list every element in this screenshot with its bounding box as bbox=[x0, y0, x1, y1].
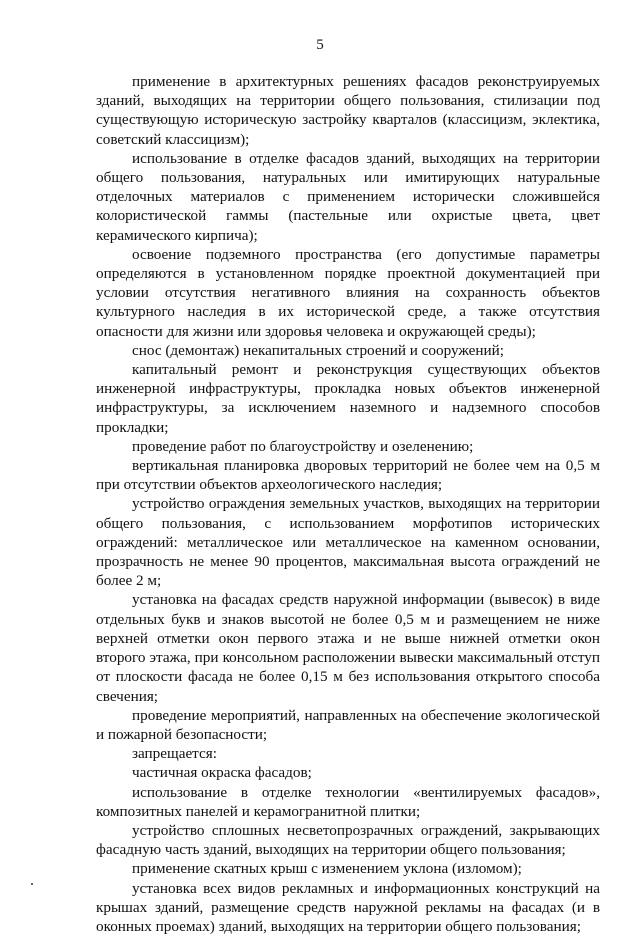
paragraph: установка на фасадах средств наружной информации (вывесок) в виде отдельных букв и знаков высотой не более 0,5 м и размещением не ниже верхней отметки окон первого этажа и не выше нижней отметки окон второго этажа, при консольном расположении вывески максимальный отступ от плоскости фасада не более 0,15 м без использования открытого способа свечения; bbox=[96, 591, 600, 705]
paragraph: снос (демонтаж) некапитальных строений и сооружений; bbox=[132, 341, 505, 359]
paragraph: устройство сплошных несветопрозрачных ограждений, закрывающих фасадную часть зданий, выходящих на территории общего пользования; bbox=[96, 821, 600, 859]
paragraph: освоение подземного пространства (его допустимые параметры определяются в установленном порядке проектной документацией при условии отсутствия негативного влияния на сохранность объектов культурного наследия в их исторической среде, а также отсутствия опасности для жизни или здоровья человека и окружающей среды); bbox=[96, 245, 600, 340]
paragraph: запрещается: bbox=[132, 745, 217, 763]
paragraph: проведение работ по благоустройству и озеленению; bbox=[132, 437, 474, 455]
paragraph: проведение мероприятий, направленных на обеспечение экологической и пожарной безопасности; bbox=[96, 706, 600, 743]
paragraph: применение в архитектурных решениях фасадов реконструируемых зданий, выходящих на территории общего пользования, стилизации под существующую историческую застройку кварталов (классицизм, эклектика, советский классицизм); bbox=[96, 73, 600, 148]
paragraph: использование в отделке технологии «вентилируемых фасадов», композитных панелей и керамогранитной плитки; bbox=[96, 783, 600, 820]
paragraph: применение скатных крыш с изменением уклона (изломом); bbox=[132, 860, 522, 878]
paragraph: установка всех видов рекламных и информационных конструкций на крышах зданий, размещение средств наружной рекламы на фасадах (и в оконных проемах) зданий, выходящих на территории общего пользования; bbox=[96, 879, 600, 935]
body-text bbox=[96, 72, 600, 936]
paragraph: вертикальная планировка дворовых территорий не более чем на 0,5 м при отсутствии объектов археологического наследия; bbox=[96, 457, 600, 494]
page-number: 5 bbox=[316, 37, 324, 53]
paragraph: капитальный ремонт и реконструкция существующих объектов инженерной инфраструктуры, прокладка новых объектов инженерной инфраструктуры, за исключением наземного и надземного способов прокладки; bbox=[96, 361, 600, 436]
scan-speck bbox=[31, 883, 33, 885]
paragraph: устройство ограждения земельных участков, выходящих на территории общего пользования, с использованием морфотипов исторических ограждений: металлическое или металлическое на каменном основании, прозрачность не менее 90 процентов, максимальная высота ограждений не более 2 м; bbox=[96, 495, 600, 590]
paragraph: использование в отделке фасадов зданий, выходящих на территории общего пользования, натуральных или имитирующих натуральные отделочных материалов с применением исторически сложившейся колористической гаммы (пастельные или охристые цвета, цвет керамического кирпича); bbox=[96, 149, 600, 244]
paragraph: частичная окраска фасадов; bbox=[132, 764, 312, 782]
